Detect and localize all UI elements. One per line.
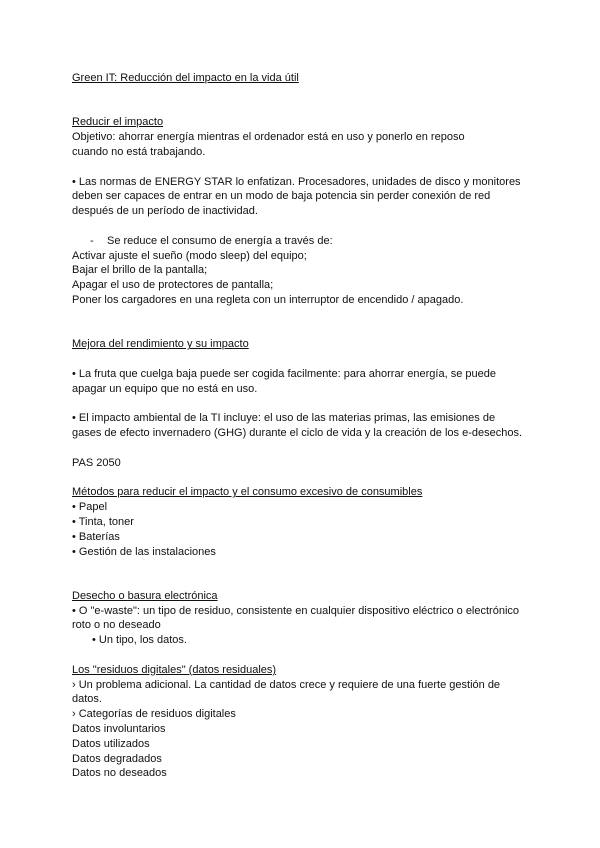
dash-marker: -	[90, 234, 94, 247]
paragraph-line: deben ser capaces de entrar en un modo de baja potencia sin perder conexión de red	[72, 190, 491, 203]
list-item: • Baterías	[72, 530, 120, 543]
paragraph-line: datos.	[72, 693, 102, 706]
action-item: Activar ajuste el sueño (modo sleep) del equipo;	[72, 249, 307, 262]
list-item: • Gestión de las instalaciones	[72, 545, 216, 558]
list-item: • Papel	[72, 501, 108, 514]
section-heading-desecho: Desecho o basura electrónica	[72, 589, 218, 602]
paragraph-line: • El impacto ambiental de la TI incluye: el uso de las materias primas, las emisiones de	[72, 412, 496, 425]
category-item: Datos degradados	[72, 752, 162, 765]
list-item: • Tinta, toner	[72, 515, 134, 528]
paragraph-line: › Un problema adicional. La cantidad de datos crece y requiere de una fuerte gestión de	[72, 678, 501, 691]
category-item: Datos utilizados	[72, 737, 150, 750]
action-item: Apagar el uso de protectores de pantalla;	[72, 279, 274, 292]
dash-list-item	[72, 234, 532, 249]
paragraph-line: apagar un equipo que no está en uso.	[72, 382, 258, 395]
document-page	[72, 71, 532, 781]
paragraph-line: roto o no deseado	[72, 619, 161, 632]
categories-label: › Categorías de residuos digitales	[72, 708, 236, 721]
section-heading-mejora: Mejora del rendimiento y su impacto	[72, 338, 249, 351]
paragraph-line: después de un período de inactividad.	[72, 205, 258, 218]
document-title: Green IT: Reducción del impacto en la vida útil	[72, 72, 299, 84]
category-item: Datos no deseados	[72, 767, 167, 780]
paragraph-line: cuando no está trabajando.	[72, 145, 206, 158]
paragraph-line: gases de efecto invernadero (GHG) durante el ciclo de vida y la creación de los e-desechos.	[72, 427, 523, 440]
paragraph-line: Objetivo: ahorrar energía mientras el ordenador está en uso y ponerlo en reposo	[72, 131, 465, 144]
section-heading-metodos: Métodos para reducir el impacto y el consumo excesivo de consumibles	[72, 486, 423, 499]
paragraph-line: • La fruta que cuelga baja puede ser cogida facilmente: para ahorrar energía, se puede	[72, 367, 496, 380]
section-heading-residuos: Los "residuos digitales" (datos residuales)	[72, 663, 277, 676]
action-item: Poner los cargadores en una regleta con un interruptor de encendido / apagado.	[72, 293, 464, 306]
dash-item-text: Se reduce el consumo de energía a través de:	[107, 234, 333, 247]
sub-list-item: • Un tipo, los datos.	[92, 634, 187, 647]
section-heading-reducir: Reducir el impacto	[72, 116, 164, 129]
pas-label: PAS 2050	[72, 456, 121, 469]
paragraph-line: • Las normas de ENERGY STAR lo enfatizan. Procesadores, unidades de disco y monitores	[72, 175, 521, 188]
category-item: Datos involuntarios	[72, 723, 166, 736]
paragraph-line: • O "e-waste": un tipo de residuo, consistente en cualquier dispositivo eléctrico o electrónico	[72, 604, 520, 617]
action-item: Bajar el brillo de la pantalla;	[72, 264, 208, 277]
